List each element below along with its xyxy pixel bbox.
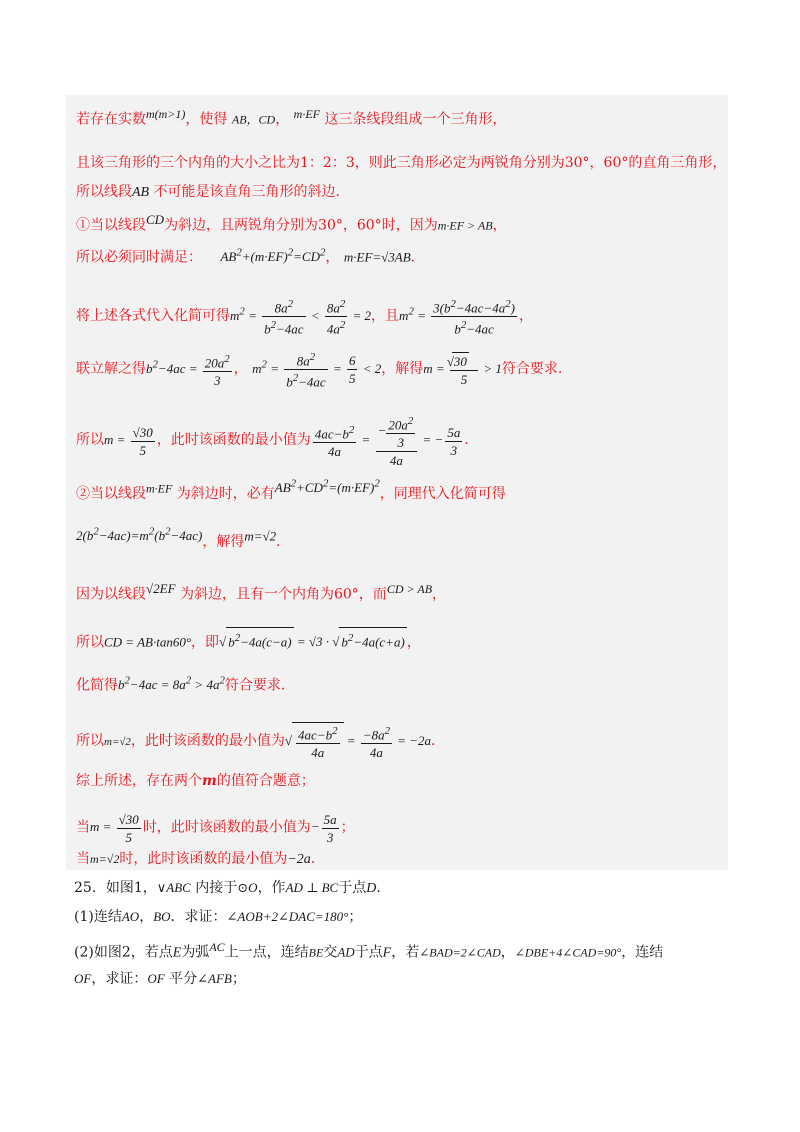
math-triangle-abc: ∨ABC bbox=[156, 880, 191, 895]
solution-line-15 bbox=[76, 771, 315, 791]
text: 为斜边时，必有 bbox=[176, 485, 275, 502]
text: ①当以线段 bbox=[76, 217, 146, 234]
solution-line-9 bbox=[76, 474, 506, 504]
text: ； bbox=[231, 971, 246, 987]
text: 不可能是该直角三角形的斜边． bbox=[153, 184, 350, 200]
text: ． bbox=[464, 432, 479, 449]
text: 上一点，连结 bbox=[224, 944, 309, 961]
text: 时，此时该函数的最小值为 bbox=[119, 851, 288, 867]
text: 且该三角形的三个内角的大小之比为1：2：3，则此三角形必定为两锐角分别为30°，60°的直角三角形， bbox=[76, 155, 727, 171]
text: (1)连结 bbox=[74, 909, 122, 925]
math-circle-o: ⊙O bbox=[237, 880, 258, 895]
math-m-ef-2: m·EF bbox=[146, 481, 173, 496]
text: 当 bbox=[76, 851, 90, 867]
math-m-squared-c: $m^2$ = $\frac{8a^2}{b^2-4ac}$ = $\frac{6}{5}$ < 2 bbox=[252, 351, 382, 390]
math-of-2: OF bbox=[147, 971, 165, 986]
text: ，若 bbox=[391, 944, 420, 961]
text: ，即 bbox=[191, 634, 220, 651]
text: ． bbox=[310, 851, 325, 867]
text: 于点 bbox=[354, 944, 383, 961]
text: 时，此时该函数的最小值为 bbox=[142, 819, 311, 836]
text: ，求证： bbox=[91, 971, 148, 987]
text: ， bbox=[139, 909, 154, 925]
math-be: BE bbox=[308, 945, 324, 960]
text: ，此时该函数的最小值为 bbox=[156, 432, 311, 449]
text: ； bbox=[340, 819, 355, 836]
math-angle-dbe: ∠DBE+4∠CAD=90° bbox=[514, 945, 622, 960]
math-m-squared-b: $m^2$ = $\frac{3(b^2-4ac-4a^2)}{b^2-4ac}$ bbox=[399, 298, 515, 337]
math-m-value: m = $\frac{30√}{5}$ > 1 bbox=[423, 353, 502, 387]
text: ，且 bbox=[371, 307, 400, 324]
text: 这三条线段组成一个三角形， bbox=[324, 111, 507, 128]
text: 为弧 bbox=[181, 944, 210, 961]
problem-25-line-1 bbox=[74, 878, 390, 899]
text: 为斜边，且有一个内角为60°，而 bbox=[179, 586, 387, 603]
math-min-value-3: − $\frac{5a}{3}$ bbox=[310, 812, 337, 845]
math-bo: BO bbox=[153, 909, 171, 924]
math-f: F bbox=[382, 945, 392, 961]
text: 所以 bbox=[76, 634, 104, 651]
text: (2)如图2，若点 bbox=[74, 944, 173, 961]
math-m-ef: m·EF bbox=[293, 107, 320, 121]
math-of: OF bbox=[74, 971, 92, 986]
solution-line-16 bbox=[76, 811, 355, 846]
solution-line-3 bbox=[76, 182, 350, 203]
text: ， bbox=[519, 307, 533, 324]
solution-line-12 bbox=[76, 627, 421, 652]
math-m-condition: m(m>1) bbox=[146, 107, 186, 121]
math-m-squared-a: $m^2$ = $\frac{8a^2}{b^2-4ac}$ < $\frac{8a^2}{4a^2}$ = 2 bbox=[230, 298, 372, 337]
solution-line-10 bbox=[76, 522, 290, 552]
text: 所以 bbox=[76, 432, 104, 449]
text: ，同理代入化简可得 bbox=[379, 485, 506, 502]
math-arc-ac: AC bbox=[209, 940, 225, 954]
text: ，解得 bbox=[381, 360, 424, 377]
text: 联立解之得 bbox=[76, 360, 146, 377]
solution-line-17 bbox=[76, 849, 325, 870]
text: ； bbox=[348, 909, 363, 925]
math-m-root30-b: m = $\frac{√30}{5}$ bbox=[90, 812, 139, 845]
text: ， bbox=[325, 249, 340, 266]
math-min-value-2: √ $\frac{4ac-b^2}{4a}$ = $\frac{-8a^2}{4a}$ = −2a bbox=[285, 733, 431, 748]
text: ，连结 bbox=[621, 944, 664, 961]
solution-line-2 bbox=[76, 153, 726, 173]
text: ． bbox=[410, 249, 425, 266]
text: 交 bbox=[323, 944, 338, 961]
math-cd-gt-ab: CD > AB bbox=[386, 582, 433, 596]
math-ao: AO bbox=[121, 909, 140, 924]
text: 25．如图1， bbox=[74, 880, 157, 896]
math-ab: AB bbox=[132, 185, 150, 200]
math-angle-afb: ∠AFB bbox=[197, 971, 232, 986]
solution-line-1 bbox=[76, 104, 506, 130]
text: 所以 bbox=[76, 733, 104, 750]
text: ， bbox=[275, 111, 290, 128]
problem-25-line-4 bbox=[74, 969, 246, 989]
text: 将上述各式代入化简可得 bbox=[76, 307, 230, 324]
problem-25-line-3 bbox=[74, 937, 663, 964]
text: ②当以线段 bbox=[76, 485, 146, 502]
text: ．求证： bbox=[170, 909, 227, 925]
text: 符合要求． bbox=[501, 360, 572, 377]
solution-line-7 bbox=[76, 349, 572, 391]
math-inequality: m·EF > AB bbox=[437, 218, 493, 233]
math-e: E bbox=[172, 945, 182, 961]
math-discriminant: $b^2-4ac$ = $\frac{20a^2}{3}$ bbox=[146, 352, 230, 388]
text: ． bbox=[376, 880, 391, 896]
text: 内接于 bbox=[195, 880, 238, 896]
text: ． bbox=[431, 733, 446, 750]
text: 为斜边，且两锐角分别为30°，60°时，因为 bbox=[164, 217, 438, 234]
math-equation-2: $2(b^2-4ac)=m^2(b^2-4ac)$ bbox=[76, 526, 203, 544]
text: 符合要求． bbox=[224, 677, 295, 694]
math-root-equation: √ $b^2-4a(c-a) = √3$ · √ $b^2-4a(c+a)$ bbox=[219, 634, 407, 649]
text: 若存在实数 bbox=[76, 111, 146, 128]
math-cd: CD bbox=[146, 212, 165, 227]
math-m-root2-b: m=√2 bbox=[104, 736, 131, 749]
math-min-value-1: $\frac{4ac-b^2}{4a}$ = − $\frac{20a^2}{3}$ 4a = − $\frac{5a}{3}$ bbox=[314, 415, 461, 469]
text: ，作 bbox=[257, 880, 286, 896]
text: 当 bbox=[76, 819, 90, 836]
math-angle-bad: ∠BAD=2∠CAD bbox=[419, 945, 501, 960]
text: ， bbox=[406, 634, 421, 651]
solution-line-11 bbox=[76, 579, 446, 605]
text: 所以必须同时满足： bbox=[76, 249, 202, 266]
math-ab-cd: AB，CD bbox=[231, 112, 276, 127]
solution-line-4 bbox=[76, 210, 507, 236]
text: 因为以线段 bbox=[76, 586, 146, 603]
math-m-root2-c: m=√2 bbox=[90, 852, 120, 866]
solution-line-5 bbox=[76, 243, 425, 267]
solution-line-13 bbox=[76, 671, 295, 695]
solution-line-8 bbox=[76, 413, 478, 469]
text: 的值符合题意； bbox=[216, 773, 315, 789]
math-angle-sum: ∠AOB+2∠DAC=180° bbox=[226, 909, 349, 924]
text: ． bbox=[276, 533, 291, 550]
text-m: m bbox=[202, 773, 217, 789]
text: 于点 bbox=[338, 880, 367, 896]
math-min-value-4: −2a bbox=[287, 852, 311, 867]
math-d: D bbox=[366, 881, 377, 896]
math-m-root2: m=√2 bbox=[244, 528, 277, 544]
text: 平分 bbox=[169, 971, 198, 987]
math-pythagoras: $AB^2+(m\cdot EF)^2=CD^2$ bbox=[220, 247, 326, 265]
math-m-root30: m = $\frac{√30}{5}$ bbox=[104, 424, 153, 458]
text: 综上所述，存在两个 bbox=[76, 773, 202, 789]
math-ad-perp-bc: AD ⊥ BC bbox=[285, 880, 339, 895]
math-simplified: $b^2-4ac = 8a^2 > 4a^2$ bbox=[118, 675, 225, 693]
text: 化简得 bbox=[76, 677, 118, 694]
text: ， bbox=[432, 586, 447, 603]
solution-line-6 bbox=[76, 296, 533, 338]
text: ， bbox=[492, 217, 507, 234]
problem-25-line-2 bbox=[74, 907, 362, 927]
text: ，此时该函数的最小值为 bbox=[130, 733, 285, 750]
math-tan60: CD = AB·tan60° bbox=[104, 634, 192, 650]
text: ，解得 bbox=[202, 533, 245, 550]
math-root2-ef: √2EF bbox=[146, 581, 176, 596]
solution-line-14 bbox=[76, 722, 445, 761]
text: ， bbox=[233, 360, 248, 377]
text: ， bbox=[500, 944, 515, 961]
math-ef-relation: m·EF=√3AB bbox=[343, 249, 411, 265]
math-ad: AD bbox=[337, 944, 355, 960]
math-pythagoras-2: $AB^2+CD^2=(m\cdot EF)^2$ bbox=[274, 478, 380, 496]
text: ，使得 bbox=[185, 111, 228, 128]
text: 所以线段 bbox=[76, 184, 132, 200]
